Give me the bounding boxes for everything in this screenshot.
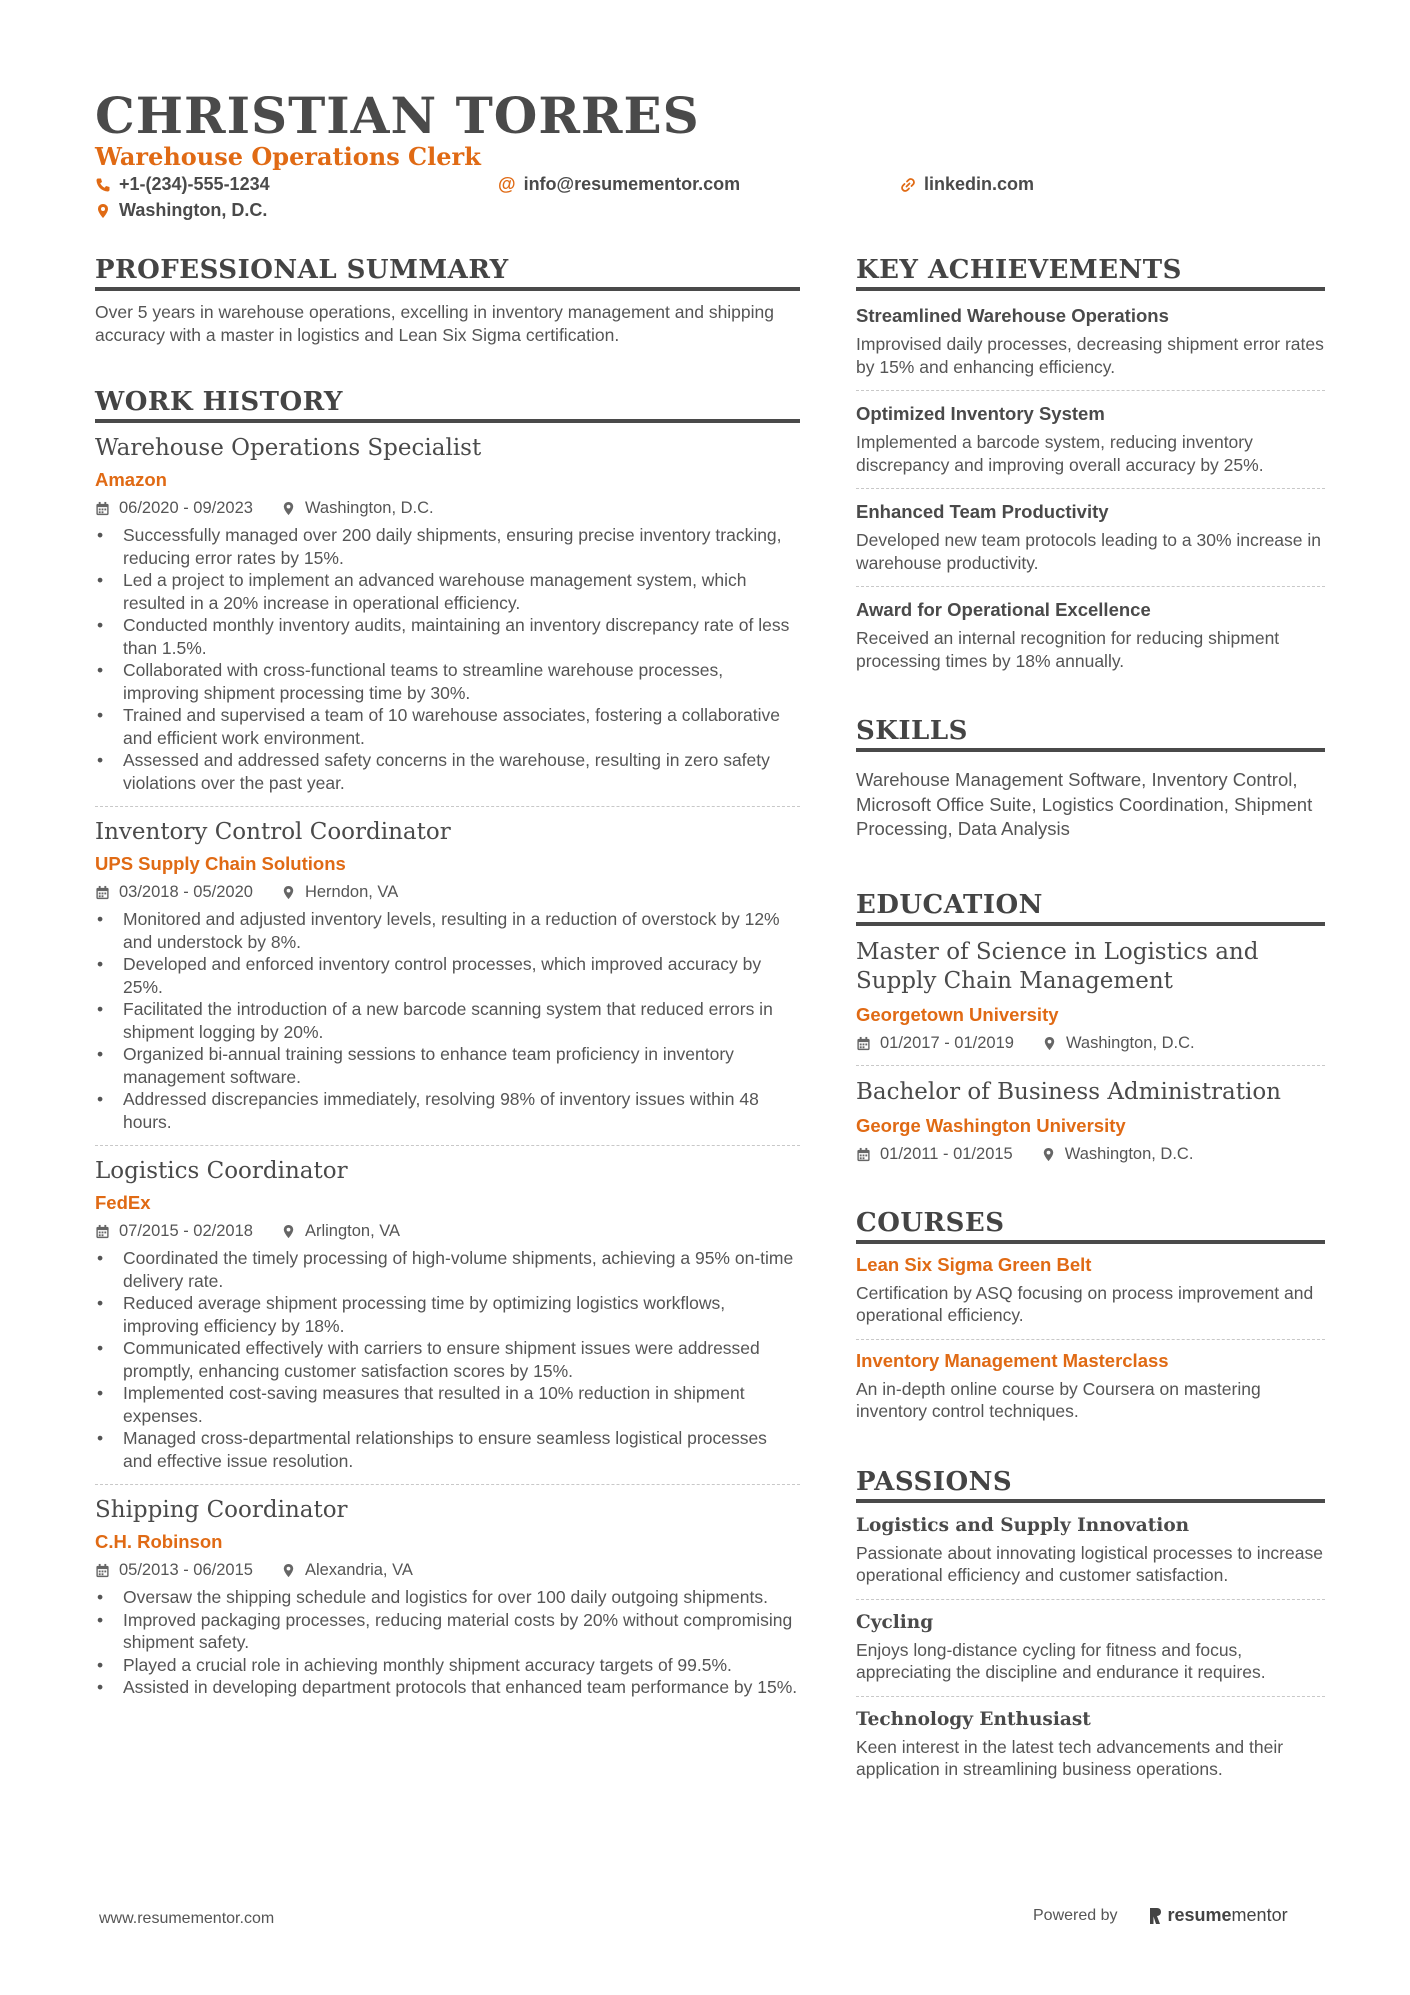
achievement-title: Enhanced Team Productivity (856, 501, 1109, 522)
achievement-desc: Implemented a barcode system, reducing inventory discrepancy and improving overall accuracy by 25%. (856, 432, 1264, 475)
divider (856, 488, 1325, 489)
footer-website[interactable]: www.resumementor.com (99, 1910, 275, 1927)
company-name: Amazon (95, 469, 167, 490)
job-entry (95, 435, 800, 807)
contact-linkedin[interactable] (900, 174, 1034, 195)
job-bullet: • Led a project to implement an advanced warehouse management system, which resulted in a 20% increase in operational efficiency. (95, 569, 800, 614)
divider (95, 1484, 800, 1485)
location-pin-icon (281, 1224, 296, 1239)
achievement-title: Award for Operational Excellence (856, 599, 1151, 620)
location-text: Alexandria, VA (304, 1561, 413, 1579)
job-bullet: • Organized bi-annual training sessions to enhance team proficiency in inventory management software. (95, 1043, 800, 1088)
contact-location (95, 200, 267, 221)
date-text: 07/2015 - 02/2018 (119, 1222, 253, 1240)
date-text: 01/2017 - 01/2019 (880, 1033, 1014, 1052)
contact-phone (95, 174, 270, 195)
degree-title: Bachelor of Business Administration (856, 1078, 1281, 1105)
location (281, 499, 434, 518)
candidate-role: Warehouse Operations Clerk (95, 142, 481, 171)
achievement-title: Optimized Inventory System (856, 403, 1105, 424)
right-column (856, 255, 1325, 1781)
date-location-row (95, 1222, 800, 1241)
job-bullet: • Oversaw the shipping schedule and logistics for over 100 daily outgoing shipments. (95, 1586, 800, 1609)
company-name: C.H. Robinson (95, 1531, 223, 1552)
courses-list (856, 1254, 1325, 1423)
achievements-list (856, 305, 1325, 672)
summary-text: Over 5 years in warehouse operations, excelling in inventory management and shipping accuracy with a master in logistics and Lean Six Sigma certification. (95, 302, 775, 345)
location-text: Washington, D.C. (1064, 1144, 1194, 1163)
job-bullet: • Managed cross-departmental relationships to ensure seamless logistical processes and effective issue resolution. (95, 1427, 800, 1472)
location-text: Washington, D.C. (1065, 1033, 1195, 1052)
brand-mentor: mentor (1231, 1905, 1288, 1925)
calendar-icon (856, 1036, 871, 1051)
footer-powered (1033, 1905, 1288, 1926)
calendar-icon (95, 1224, 110, 1239)
job-title: Shipping Coordinator (95, 1497, 348, 1523)
job-bullets (95, 1586, 800, 1699)
divider (856, 1599, 1325, 1600)
resumementor-logo-icon (1148, 1907, 1162, 1925)
location-pin-icon (95, 203, 111, 219)
divider (856, 1339, 1325, 1340)
phone-text: +1-(234)-555-1234 (119, 174, 270, 194)
job-bullet: • Successfully managed over 200 daily shipments, ensuring precise inventory tracking, reducing error rates by 15%. (95, 524, 800, 569)
work-list (95, 435, 800, 1699)
company-name: UPS Supply Chain Solutions (95, 853, 346, 874)
course-desc: Certification by ASQ focusing on process improvement and operational efficiency. (856, 1282, 1314, 1325)
email-text[interactable]: info@resumementor.com (523, 174, 741, 194)
job-bullets (95, 1247, 800, 1472)
job-bullet: • Conducted monthly inventory audits, maintaining an inventory discrepancy rate of less than 1.5%. (95, 614, 800, 659)
location (281, 1222, 400, 1241)
phone-icon (95, 177, 111, 193)
location (1042, 1034, 1195, 1053)
divider (856, 390, 1325, 391)
passion-title: Cycling (856, 1611, 934, 1633)
job-bullet: • Collaborated with cross-functional teams to streamline warehouse processes, improving shipment processing time by 30%. (95, 659, 800, 704)
location-pin-icon (1042, 1036, 1057, 1051)
date-range (856, 1145, 1013, 1164)
date-location-row (95, 1561, 800, 1580)
achievements-heading: KEY ACHIEVEMENTS (856, 255, 1325, 291)
divider (856, 1065, 1325, 1066)
passion-title: Technology Enthusiast (856, 1708, 1091, 1730)
date-text: 06/2020 - 09/2023 (119, 499, 253, 517)
job-bullet: • Addressed discrepancies immediately, resolving 98% of inventory issues within 48 hours. (95, 1088, 800, 1133)
job-bullet: • Assessed and addressed safety concerns in the warehouse, resulting in zero safety violations over the past year. (95, 749, 800, 794)
location (281, 1561, 413, 1580)
job-bullet: • Improved packaging processes, reducing material costs by 20% without compromising shipment safety. (95, 1609, 800, 1654)
brand-logo (1148, 1905, 1288, 1926)
job-bullet: • Coordinated the timely processing of high-volume shipments, achieving a 95% on-time delivery rate. (95, 1247, 800, 1292)
calendar-icon (95, 885, 110, 900)
achievement-desc: Received an internal recognition for reducing shipment processing times by 18% annually. (856, 628, 1280, 671)
job-bullet: • Played a crucial role in achieving monthly shipment accuracy targets of 99.5%. (95, 1654, 800, 1677)
job-bullet: • Assisted in developing department protocols that enhanced team performance by 15%. (95, 1676, 800, 1699)
work-heading: WORK HISTORY (95, 387, 800, 423)
divider (856, 1696, 1325, 1697)
job-bullet: • Reduced average shipment processing time by optimizing logistics workflows, improving efficiency by 18%. (95, 1292, 800, 1337)
date-location-row (856, 1145, 1325, 1164)
skills-text: Warehouse Management Software, Inventory Control, Microsoft Office Suite, Logistics Coordination, Shipment Processing, Data Analysis (856, 769, 1313, 839)
calendar-icon (856, 1147, 871, 1162)
achievement-desc: Improvised daily processes, decreasing shipment error rates by 15% and enhancing efficiency. (856, 334, 1324, 377)
job-bullet: • Facilitated the introduction of a new barcode scanning system that reduced errors in shipment logging by 20%. (95, 998, 800, 1043)
job-bullet: • Developed and enforced inventory control processes, which improved accuracy by 25%. (95, 953, 800, 998)
date-text: 05/2013 - 06/2015 (119, 1561, 253, 1579)
job-title: Logistics Coordinator (95, 1158, 348, 1184)
date-location-row (856, 1034, 1325, 1053)
course-desc: An in-depth online course by Coursera on mastering inventory control techniques. (856, 1378, 1261, 1421)
degree-title: Master of Science in Logistics and Supply Chain Management (856, 938, 1259, 994)
divider (95, 1145, 800, 1146)
location-pin-icon (281, 885, 296, 900)
location (1041, 1145, 1194, 1164)
passion-title: Logistics and Supply Innovation (856, 1514, 1190, 1536)
school-name: George Washington University (856, 1114, 1126, 1136)
candidate-name: CHRISTIAN TORRES (95, 86, 700, 145)
job-title: Warehouse Operations Specialist (95, 435, 482, 461)
location-pin-icon (281, 501, 296, 516)
job-bullet: • Implemented cost-saving measures that resulted in a 10% reduction in shipment expenses. (95, 1382, 800, 1427)
linkedin-text[interactable]: linkedin.com (924, 174, 1035, 194)
job-entry (95, 1497, 800, 1699)
school-name: Georgetown University (856, 1003, 1059, 1025)
date-range (95, 499, 253, 518)
passions-heading: PASSIONS (856, 1467, 1325, 1503)
calendar-icon (95, 501, 110, 516)
passion-desc: Keen interest in the latest tech advancements and their application in streamlining business operations. (856, 1736, 1284, 1779)
contact-email[interactable] (498, 174, 740, 195)
education-list (856, 938, 1325, 1164)
company-name: FedEx (95, 1192, 151, 1213)
education-heading: EDUCATION (856, 890, 1325, 926)
location-text: Washington, D.C. (119, 200, 268, 220)
job-title: Inventory Control Coordinator (95, 819, 451, 845)
location-text: Herndon, VA (304, 883, 399, 901)
passions-list (856, 1515, 1325, 1781)
divider (856, 586, 1325, 587)
job-entry (95, 1158, 800, 1485)
job-bullet: • Monitored and adjusted inventory levels, resulting in a reduction of overstock by 12% and understock by 8%. (95, 908, 800, 953)
date-location-row (95, 883, 800, 902)
date-text: 01/2011 - 01/2015 (880, 1144, 1013, 1163)
location-text: Arlington, VA (304, 1222, 401, 1240)
passion-desc: Enjoys long-distance cycling for fitness and focus, appreciating the discipline and endurance it requires. (856, 1639, 1266, 1682)
job-bullets (95, 524, 800, 794)
course-title: Inventory Management Masterclass (856, 1349, 1169, 1371)
location (281, 883, 398, 902)
location-pin-icon (1041, 1147, 1056, 1162)
date-range (856, 1034, 1014, 1053)
divider (95, 806, 800, 807)
calendar-icon (95, 1563, 110, 1578)
course-title: Lean Six Sigma Green Belt (856, 1253, 1092, 1275)
powered-by-text: Powered by (1033, 1906, 1118, 1924)
skills-heading: SKILLS (856, 716, 1325, 752)
achievement-desc: Developed new team protocols leading to a 30% increase in warehouse productivity. (856, 530, 1322, 573)
courses-heading: COURSES (856, 1208, 1325, 1244)
left-column (95, 255, 800, 1699)
achievement-title: Streamlined Warehouse Operations (856, 305, 1169, 326)
date-range (95, 1222, 253, 1241)
summary-heading: PROFESSIONAL SUMMARY (95, 255, 800, 291)
job-entry (95, 819, 800, 1146)
date-location-row (95, 499, 800, 518)
location-text: Washington, D.C. (304, 499, 434, 517)
job-bullet: • Trained and supervised a team of 10 warehouse associates, fostering a collaborative and efficient work environment. (95, 704, 800, 749)
link-icon (900, 177, 916, 193)
location-pin-icon (281, 1563, 296, 1578)
date-range (95, 1561, 253, 1580)
date-range (95, 883, 253, 902)
brand-resume: resume (1167, 1905, 1232, 1925)
passion-desc: Passionate about innovating logistical processes to increase operational efficiency and customer satisfaction. (856, 1542, 1323, 1585)
job-bullet: • Communicated effectively with carriers to ensure shipment issues were addressed promptly, enhancing customer satisfaction scores by 15%. (95, 1337, 800, 1382)
date-text: 03/2018 - 05/2020 (119, 883, 253, 901)
at-icon: @ (498, 174, 516, 194)
job-bullets (95, 908, 800, 1133)
